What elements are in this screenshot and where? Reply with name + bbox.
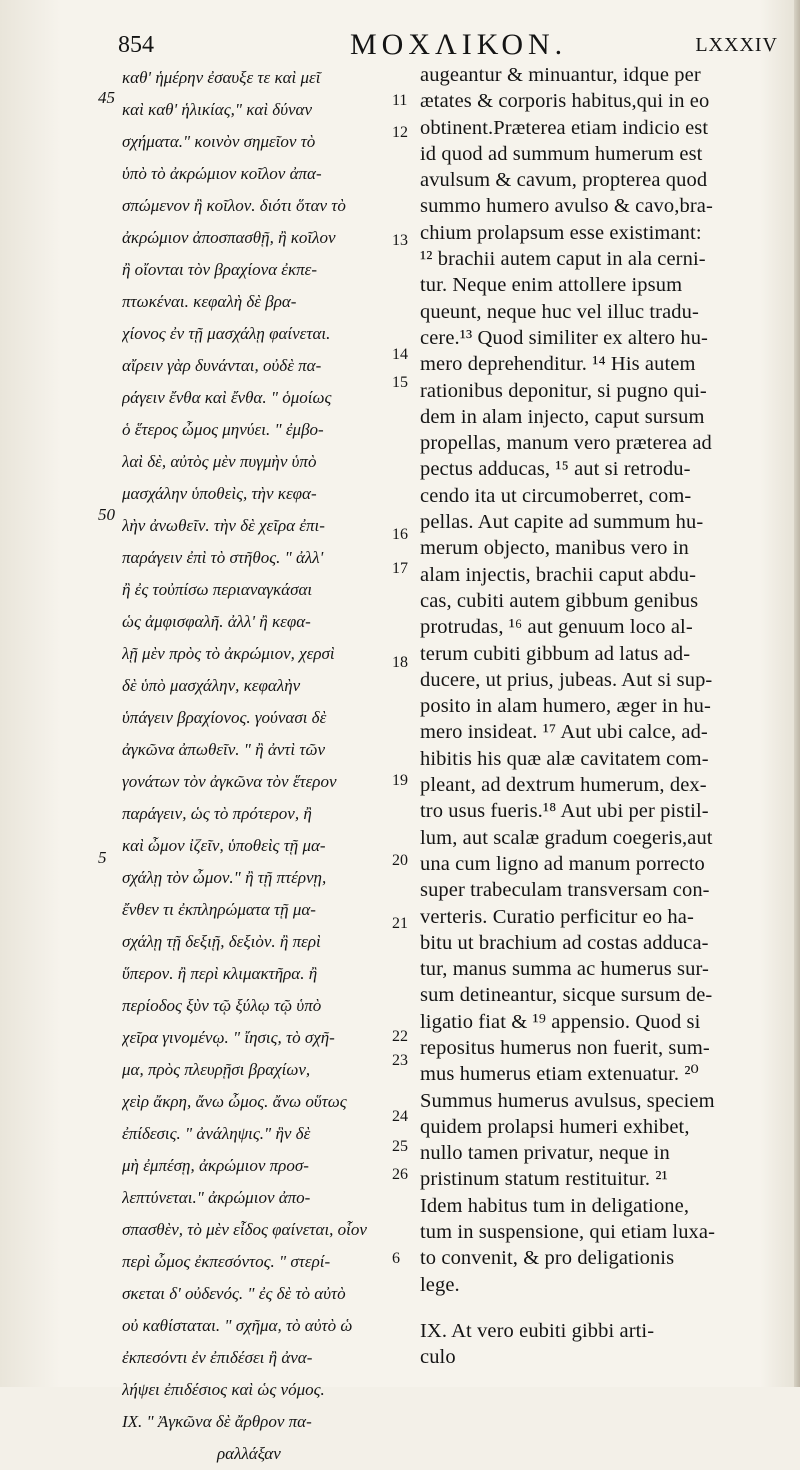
- greek-line: ὡς ἀμφισφαλῆ. ἀλλ' ἢ κεφα-: [122, 612, 311, 631]
- latin-text-column: [420, 62, 772, 1371]
- greek-line: ἐκπεσόντι ἐν ἐπιδέσει ἢ ἀνα-: [122, 1348, 313, 1367]
- latin-line: terum cubiti gibbum ad latus ad-: [420, 642, 691, 665]
- line-number: 21: [392, 915, 408, 932]
- latin-line: super trabeculam transversam con-: [420, 879, 710, 902]
- greek-line: οὐ καθίσταται. " σχῆμα, τὸ αὐτὸ ὡ: [122, 1316, 353, 1335]
- line-number: 15: [392, 374, 408, 391]
- greek-line: χίονος ἐν τῇ μασχάλῃ φαίνεται.: [122, 324, 331, 343]
- latin-line: una cum ligno ad manum porrecto: [420, 852, 705, 875]
- latin-line: mus humerus etiam extenuatur. ²⁰: [420, 1063, 699, 1086]
- latin-line: sum detineantur, sicque sursum de-: [420, 984, 713, 1007]
- latin-line: to convenit, & pro deligationis: [420, 1247, 675, 1270]
- latin-section-line: culo: [420, 1346, 456, 1369]
- latin-line: ligatio fiat & ¹⁹ appensio. Quod si: [420, 1010, 701, 1033]
- greek-line: λαὶ δὲ, αὐτὸς μὲν πυγμὴν ὑπὸ: [122, 452, 317, 471]
- greek-line: σχάλῃ τὸν ὦμον." ἢ τῇ πτέρνῃ,: [122, 868, 327, 887]
- greek-line: ὕπερον. ἢ περὶ κλιμακτῆρα. ἢ: [122, 964, 318, 983]
- latin-line: repositus humerus non fuerit, sum-: [420, 1036, 710, 1059]
- greek-line: σχήματα." κοινὸν σημεῖον τὸ: [122, 132, 316, 151]
- latin-line: Idem habitus tum in deligatione,: [420, 1194, 690, 1217]
- line-number: 14: [392, 346, 408, 363]
- latin-line: ¹² brachii autem caput in ala cerni-: [420, 248, 706, 271]
- latin-line: nullo tamen privatur, neque in: [420, 1142, 670, 1165]
- line-number: 19: [392, 772, 408, 789]
- greek-line: ΙΧ. " Ἀγκῶνα δὲ ἄρθρον πα-: [122, 1412, 312, 1431]
- greek-line: σπασθὲν, τὸ μὲν εἶδος φαίνεται, οἷον: [122, 1220, 367, 1239]
- greek-line: πτωκέναι. κεφαλὴ δὲ βρα-: [122, 292, 297, 311]
- greek-line: λῇ μὲν πρὸς τὸ ἀκρώμιον, χερσὶ: [122, 644, 335, 663]
- latin-line: chium prolapsum esse existimant:: [420, 221, 702, 244]
- page-header: [118, 28, 778, 62]
- latin-line: hibitis his quæ alæ cavitatem com-: [420, 747, 709, 770]
- line-number: 24: [392, 1108, 408, 1125]
- line-number: 6: [392, 1250, 400, 1267]
- latin-line: cas, cubiti autem gibbum genibus: [420, 589, 699, 612]
- greek-line: σχάλῃ τῇ δεξιῇ, δεξιὸν. ἢ περὶ: [122, 932, 321, 951]
- line-number: 11: [392, 92, 408, 109]
- latin-line: ætates & corporis habitus,qui in eo: [420, 90, 710, 113]
- line-number: 18: [392, 654, 408, 671]
- latin-line: merum objecto, manibus vero in: [420, 537, 689, 560]
- latin-line: lum, aut scalæ gradum coegeris,aut: [420, 826, 713, 849]
- latin-line: verteris. Curatio perficitur eo ha-: [420, 905, 694, 928]
- greek-line: ἀκρώμιον ἀποσπασθῇ, ἢ κοῖλον: [122, 228, 336, 247]
- greek-line: λὴν ἀνωθεῖν. τὴν δὲ χεῖρα ἐπι-: [122, 516, 325, 535]
- greek-line: λήψει ἐπιδέσιος καὶ ὡς νόμος.: [122, 1380, 325, 1399]
- latin-line: bitu ut brachium ad costas adduca-: [420, 931, 709, 954]
- latin-line: summo humero avulso & cavo,bra-: [420, 195, 713, 218]
- greek-line: καθ' ἡμέρην ἐσαυξε τε καὶ μεῖ: [122, 68, 321, 87]
- greek-line: ἢ οἴονται τὸν βραχίονα ἐκπε-: [122, 260, 318, 279]
- latin-line: tum in suspensione, qui etiam luxa-: [420, 1221, 716, 1244]
- latin-line: posito in alam humero, æger in hu-: [420, 695, 711, 718]
- latin-line: obtinent.Præterea etiam indicio est: [420, 116, 709, 139]
- latin-section-line: IX. At vero eubiti gibbi arti-: [420, 1319, 655, 1342]
- latin-line: cere.¹³ Quod similiter ex altero hu-: [420, 326, 708, 349]
- greek-line: αἴρειν γὰρ δυνάνται, οὐδὲ πα-: [122, 356, 322, 375]
- latin-line: alam injectis, brachii caput abdu-: [420, 563, 697, 586]
- latin-line: tro usus fueris.¹⁸ Aut ubi per pistil-: [420, 800, 709, 823]
- line-number: 13: [392, 232, 408, 249]
- latin-line: avulsum & cavum, propterea quod: [420, 169, 708, 192]
- latin-line: lege.: [420, 1273, 460, 1296]
- greek-line: ἔνθεν τι ἐκπληρώματα τῇ μα-: [122, 900, 316, 919]
- greek-line: καὶ καθ' ἡλικίας," καὶ δύναν: [122, 100, 313, 119]
- margin-mark: 50: [98, 505, 115, 524]
- greek-line: ὁ ἕτερος ὦμος μηνύει. " ἐμβο-: [122, 420, 324, 439]
- latin-line: pectus adducas, ¹⁵ aut si retrodu-: [420, 458, 691, 481]
- latin-line: Summus humerus avulsus, speciem: [420, 1089, 715, 1112]
- latin-line: propellas, manum vero præterea ad: [420, 432, 712, 455]
- latin-line: cendo ita ut circumoberret, com-: [420, 484, 692, 507]
- page-edge: [794, 0, 800, 1387]
- greek-line: λεπτύνεται." ἀκρώμιον ἀπο-: [122, 1188, 311, 1207]
- latin-line: tur. Neque enim attollere ipsum: [420, 274, 683, 297]
- greek-line: χεῖρα γινομένῳ. " ἴησις, τὸ σχῆ-: [122, 1028, 335, 1047]
- line-number: 26: [392, 1166, 408, 1183]
- latin-line: id quod ad summum humerum est: [420, 142, 703, 165]
- latin-line: pristinum statum restituitur. ²¹: [420, 1168, 668, 1191]
- latin-line: augeantur & minuantur, idque per: [420, 64, 701, 86]
- line-number: 20: [392, 852, 408, 869]
- line-number: 25: [392, 1138, 408, 1155]
- greek-line: περὶ ὦμος ἐκπεσόντος. " στερί-: [122, 1252, 331, 1271]
- line-number: 23: [392, 1052, 408, 1069]
- line-number: 22: [392, 1028, 408, 1045]
- margin-mark: 45: [98, 88, 115, 107]
- latin-line: mero deprehenditur. ¹⁴ His autem: [420, 353, 696, 376]
- greek-line: περίοδος ξὺν τῷ ξύλῳ τῷ ὑπὸ: [122, 996, 322, 1015]
- section-mark: LXXXIV: [695, 34, 778, 56]
- greek-line: ράγειν ἔνθα καὶ ἔνθα. " ὁμοίως: [122, 388, 332, 407]
- page-number: 854: [118, 32, 154, 58]
- greek-line: καὶ ὦμον ἰζεῖν, ὑποθεὶς τῇ μα-: [122, 836, 326, 855]
- latin-line: pellas. Aut capite ad summum hu-: [420, 511, 704, 534]
- latin-line: quidem prolapsi humeri exhibet,: [420, 1115, 690, 1138]
- line-number: 12: [392, 124, 408, 141]
- line-number: 16: [392, 526, 408, 543]
- greek-line: μα, πρὸς πλευρῇσι βραχίων,: [122, 1060, 311, 1079]
- greek-line: ἐπίδεσις. " ἀνάληψις." ἣν δὲ: [122, 1124, 311, 1143]
- greek-line: ἀγκῶνα ἀπωθεῖν. " ἢ ἀντὶ τῶν: [122, 740, 325, 759]
- greek-line: χεὶρ ἄκρη, ἄνω ὦμος. ἄνω οὕτως: [122, 1092, 347, 1111]
- running-title: ΜΟΧΛΙΚΟΝ.: [350, 28, 568, 61]
- greek-line: σκεται δ' οὐδενός. " ἐς δὲ τὸ αὐτὸ: [122, 1284, 346, 1303]
- greek-line: μὴ ἐμπέσῃ, ἀκρώμιον προσ-: [122, 1156, 309, 1175]
- line-number: 17: [392, 560, 408, 577]
- latin-line: dem in alam injecto, caput sursum: [420, 405, 705, 428]
- greek-line: ὑπάγειν βραχίονος. γούνασι δὲ: [122, 708, 327, 727]
- greek-line: ἢ ἐς τοὐπίσω περιαναγκάσαι: [122, 580, 313, 599]
- latin-line: pleant, ad dextrum humerum, dex-: [420, 774, 707, 797]
- latin-line: rationibus deponitur, si pugno qui-: [420, 379, 707, 402]
- latin-line: protrudas, ¹⁶ aut genuum loco al-: [420, 616, 693, 639]
- greek-line: παράγειν ἐπὶ τὸ στῆθος. " ἀλλ': [122, 548, 324, 567]
- latin-line: mero insideat. ¹⁷ Aut ubi calce, ad-: [420, 721, 708, 744]
- greek-line: δὲ ὑπὸ μασχάλην, κεφαλὴν: [122, 676, 301, 695]
- greek-text-column: [122, 62, 408, 1470]
- greek-line: γονάτων τὸν ἀγκῶνα τὸν ἕτερον: [122, 772, 337, 791]
- greek-line: μασχάλην ὑποθεὶς, τὴν κεφα-: [122, 484, 317, 503]
- latin-line: ducere, ut prius, jubeas. Aut si sup-: [420, 668, 713, 691]
- greek-line: ραλλάξαν: [217, 1444, 281, 1463]
- latin-line: tur, manus summa ac humerus sur-: [420, 958, 709, 981]
- greek-line: ὑπὸ τὸ ἀκρώμιον κοῖλον ἀπα-: [122, 164, 322, 183]
- greek-line: σπώμενον ἢ κοῖλον. διότι ὅταν τὸ: [122, 196, 346, 215]
- latin-line: queunt, neque huc vel illuc tradu-: [420, 300, 699, 323]
- greek-line: παράγειν, ὡς τὸ πρότερον, ἢ: [122, 804, 312, 823]
- margin-mark: 5: [98, 848, 107, 867]
